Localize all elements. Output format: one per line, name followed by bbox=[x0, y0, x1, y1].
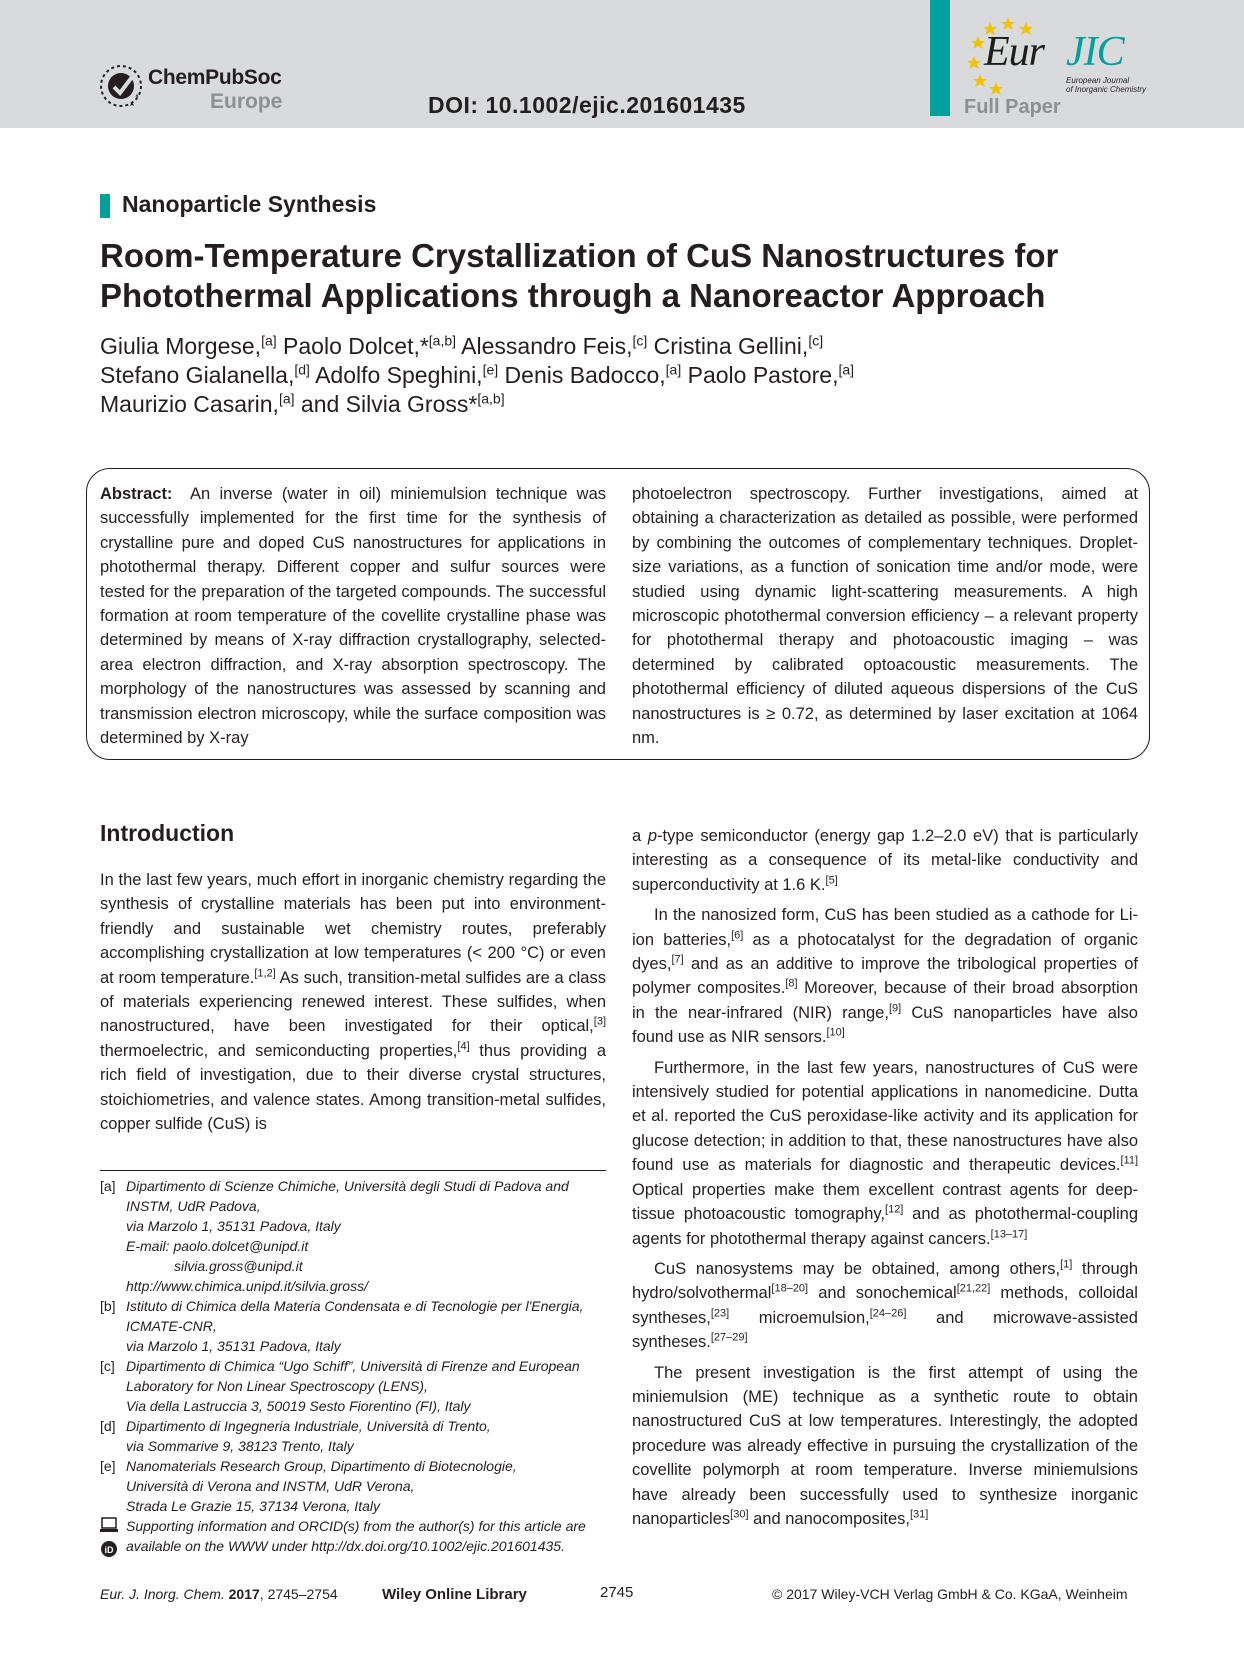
chempubsoc-logo bbox=[98, 62, 298, 114]
publisher-name: ChemPubSoc bbox=[148, 66, 282, 89]
paragraph: In the nanosized form, CuS has been studied as a cathode for Li-ion batteries,[6] as a photocatalyst for the degradation of organic dyes,[7] and as an additive to improve the tribological properties of polymer composites.[8] Moreover, because of their broad absorption in the near-infrared (NIR) range,[9] CuS nanoparticles have also found use as NIR sensors.[10] bbox=[632, 906, 1138, 1047]
abstract-text-left: An inverse (water in oil) miniemulsion technique was successfully implemented for the first time for the synthesis of crystalline pure and doped CuS nanostructures for applications in photothermal therapy. Different copper and sulfur sources were tested for the preparation of the targeted compounds. The successful formation at room temperature of the covellite crystalline phase was determined by means of X-ray diffraction crystallography, selected-area electron diffraction, and X-ray absorption spectroscopy. The morphology of the nanostructures was assessed by scanning and transmission electron microscopy, while the surface composition was determined by X-ray bbox=[100, 485, 606, 748]
abstract-left bbox=[100, 482, 606, 750]
affiliations bbox=[100, 1176, 620, 1556]
article-type: Full Paper bbox=[964, 96, 1061, 118]
supporting-info-icons bbox=[100, 1517, 120, 1561]
affiliation-e: [e] Nanomaterials Research Group, Dipartimento di Biotecnologie, Università di Verona and INSTM, UdR Verona, Strada Le Grazie 15, 37134 Verona, Italy bbox=[100, 1458, 517, 1514]
supporting-info[interactable]: Supporting information and ORCID(s) from the author(s) for this article are available on the WWW under http://dx.doi.org/10.1002/ejic.201601435. bbox=[126, 1518, 586, 1554]
paragraph: CuS nanosystems may be obtained, among others,[1] through hydro/solvothermal[18–20] and sonochemical[21,22] methods, colloidal syntheses,[23] microemulsion,[24–26] and microwave-assisted syntheses.[27–29] bbox=[632, 1258, 1138, 1352]
computer-icon bbox=[100, 1518, 118, 1532]
abstract-right: photoelectron spectroscopy. Further investigations, aimed at obtaining a characterization as detailed as possible, were performed by combining the outcomes of complementary techniques. Droplet-size variations, as a function of sonication time and/or mode, were studied using dynamic light-scattering measurements. A high microscopic photothermal conversion efficiency – a relevant property for photothermal therapy and photoacoustic imaging – was determined by calibrated optoacoustic measurements. The photothermal efficiency of diluted aqueous dispersions of the CuS nanostructures is ≥ 0.72, as determined by laser excitation at 1064 nm. bbox=[632, 485, 1138, 748]
journal-subtitle bbox=[1066, 76, 1186, 94]
doi[interactable]: DOI: 10.1002/ejic.201601435 bbox=[428, 92, 746, 118]
abstract-label: Abstract: bbox=[100, 485, 173, 503]
author: Cristina Gellini,[c] bbox=[653, 332, 824, 359]
author: Giulia Morgese,[a] bbox=[100, 332, 277, 359]
journal-subtitle-line2: of Inorganic Chemistry bbox=[1066, 85, 1147, 94]
footnote-rule bbox=[100, 1170, 606, 1171]
journal-logo bbox=[960, 14, 1160, 94]
author: Stefano Gialanella,[d] bbox=[100, 361, 310, 388]
affiliation-b: [b] Istituto di Chimica della Materia Condensata e di Tecnologie per l'Energia, ICMATE-CNR, via Marzolo 1, 35131 Padova, Italy bbox=[100, 1298, 584, 1354]
article-title bbox=[100, 236, 1160, 316]
paragraph: The present investigation is the first attempt of using the miniemulsion (ME) technique as a synthetic route to obtain nanostructured CuS at low temperatures. Interestingly, the adopted procedure was already effective in pursuing the crystallization of the covellite polymorph at room temperature. Inverse miniemulsions have already been successfully used to synthesize inorganic nanoparticles[30] and nanocomposites,[31] bbox=[632, 1363, 1138, 1528]
accent-bar bbox=[930, 0, 950, 116]
email-link[interactable]: silvia.gross@unipd.it bbox=[174, 1258, 303, 1274]
article-title-line2: Photothermal Applications through a Nanoreactor Approach bbox=[100, 277, 1046, 314]
paragraph: In the last few years, much effort in inorganic chemistry regarding the synthesis of crystalline materials has been put into environment-friendly and sustainable wet chemistry routes, preferably accomplishing crystallization at low temperatures (< 200 °C) or even at room temperature.[1,2] As such, transition-metal sulfides are a class of materials experiencing renewed interest. These sulfides, when nanostructured, have been investigated for their optical,[3] thermoelectric, and semiconducting properties,[4] thus providing a rich field of investigation, due to their diverse crystal structures, stoichiometries, and valence states. Among transition-metal sulfides, copper sulfide (CuS) is bbox=[100, 871, 606, 1134]
body-column-right bbox=[632, 824, 1138, 1537]
wiley-online-library-link[interactable]: Wiley Online Library bbox=[382, 1586, 527, 1603]
chempubsoc-star-icon bbox=[98, 62, 144, 112]
author: Paolo Dolcet,*[a,b] bbox=[283, 332, 457, 359]
journal-logo-eur: Eur bbox=[984, 29, 1044, 75]
paragraph: a p-type semiconductor (energy gap 1.2–2.0 eV) that is particularly interesting as a consequence of its metal-like conductivity and superconductivity at 1.6 K.[5] bbox=[632, 827, 1138, 894]
author: and Silvia Gross*[a,b] bbox=[300, 390, 505, 417]
publisher-region: Europe bbox=[210, 90, 283, 113]
copyright: © 2017 Wiley-VCH Verlag GmbH & Co. KGaA, Weinheim bbox=[772, 1586, 1128, 1602]
body-column-left bbox=[100, 868, 606, 1142]
footer-citation: Eur. J. Inorg. Chem. 2017, 2745–2754 bbox=[100, 1586, 338, 1602]
affiliation-a: [a] Dipartimento di Scienze Chimiche, Università degli Studi di Padova and INSTM, UdR Padova, via Marzolo 1, 35131 Padova, Italy E-mail: paolo.dolcet@unipd.it silvia.gross@unipd.it http://www.chimica.unipd.it/silvia.gross/ bbox=[100, 1176, 620, 1296]
author-list bbox=[100, 332, 1160, 419]
section-tag: Nanoparticle Synthesis bbox=[122, 191, 377, 217]
orcid-icon bbox=[101, 1541, 117, 1557]
section-marker bbox=[100, 194, 110, 218]
author: Maurizio Casarin,[a] bbox=[100, 390, 295, 417]
paragraph: Furthermore, in the last few years, nanostructures of CuS were intensively studied for potential applications in nanomedicine. Dutta et al. reported the CuS peroxidase-like activity and its application for glucose detection; in addition to that, these nanostructures have also found use as materials for diagnostic and therapeutic devices.[11] Optical properties make them excellent contrast agents for deep-tissue photoacoustic tomography,[12] and as photothermal-coupling agents for photothermal therapy against cancers.[13–17] bbox=[632, 1058, 1138, 1248]
author: Alessandro Feis,[c] bbox=[461, 332, 648, 359]
svg-text:iD: iD bbox=[104, 1545, 114, 1555]
author: Adolfo Speghini,[e] bbox=[315, 361, 499, 388]
affiliation-d: [d] Dipartimento di Ingegneria Industriale, Università di Trento, via Sommarive 9, 38123 Trento, Italy bbox=[100, 1418, 491, 1454]
author: Denis Badocco,[a] bbox=[504, 361, 682, 388]
homepage-link[interactable]: http://www.chimica.unipd.it/silvia.gross/ bbox=[126, 1278, 368, 1294]
journal-logo-jic: JIC bbox=[1066, 29, 1124, 75]
introduction-heading: Introduction bbox=[100, 820, 235, 846]
author: Paolo Pastore,[a] bbox=[687, 361, 855, 388]
article-title-line1: Room-Temperature Crystallization of CuS Nanostructures for bbox=[100, 237, 1059, 274]
journal-subtitle-line1: European Journal bbox=[1066, 76, 1130, 85]
email-link[interactable]: E-mail: paolo.dolcet@unipd.it bbox=[126, 1238, 309, 1254]
page-number: 2745 bbox=[600, 1584, 634, 1601]
affiliation-c: [c] Dipartimento di Chimica “Ugo Schiff”, Università di Firenze and European Laboratory for Non Linear Spectroscopy (LENS), Via della Lastruccia 3, 50019 Sesto Fiorentino (FI), Italy bbox=[100, 1358, 580, 1414]
